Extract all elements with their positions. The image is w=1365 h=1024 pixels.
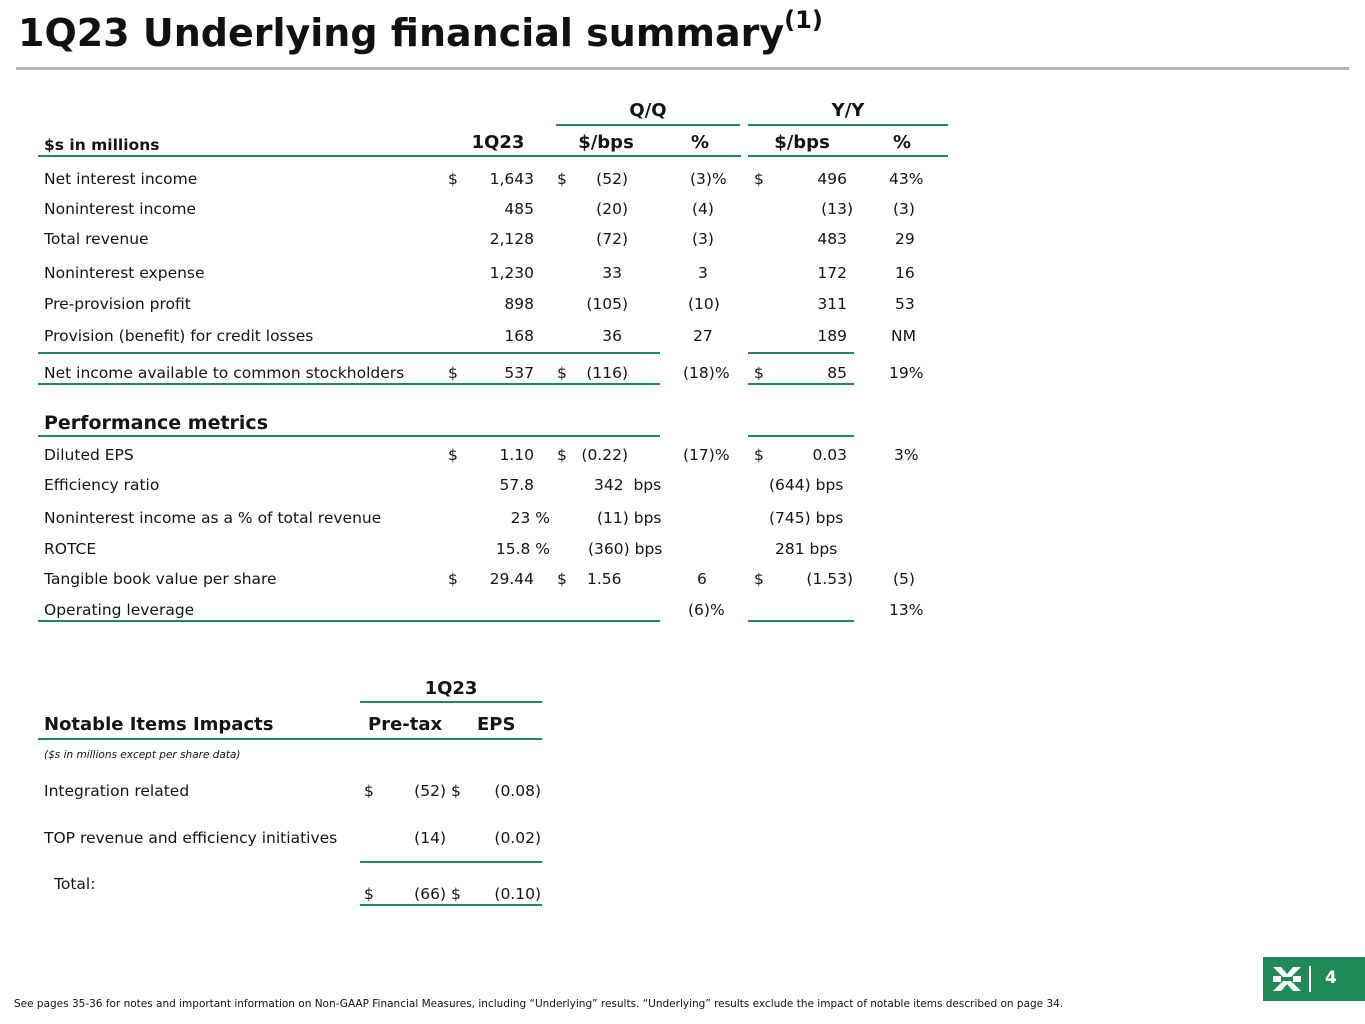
row-qq-pct: (3)% [690,170,727,188]
notable-col-pretax: Pre-tax [368,714,443,735]
row-label: Efficiency ratio [44,476,160,494]
metrics-rule-bottom-left [38,620,660,622]
row-label: Pre-provision profit [44,295,191,313]
header-rule-left [38,155,741,157]
row-label: Integration related [44,782,190,800]
row-q-value: 485 [504,200,534,218]
row-label: Noninterest income as a % of total revenue [44,509,382,527]
row-q-value: 23 % [510,509,550,527]
col-header-yy-dollar: $/bps [774,132,830,153]
row-yy-value: (13) [821,200,853,218]
row-qq-pct: 3 [698,264,708,282]
row-qq-value: 36 [602,327,622,345]
page-number: 4 [1325,968,1337,988]
row-yy-pct: (5) [893,570,915,588]
row-q-value: 15.8 % [495,540,550,558]
row-yy-currency: $ [754,170,764,188]
row-label: Total: [54,875,96,893]
row-qq-currency: $ [557,446,567,464]
row-qq-pct: (17)% [683,446,730,464]
row-qq-pct: 27 [693,327,713,345]
row-yy-pct: (3) [893,200,915,218]
notable-header-rule [38,738,542,740]
row-yy-value: 85 [827,364,847,382]
row-q-value: 537 [504,364,534,382]
row-yy-value: (1.53) [806,570,853,588]
notable-title: Notable Items Impacts [44,714,274,735]
row-qq-value: 33 [602,264,622,282]
row-qq-value: (105) [586,295,628,313]
row-q-currency: $ [448,570,458,588]
row-qq-pct: (6)% [688,601,725,619]
row-q-value: 57.8 [499,476,534,494]
row-qq-pct: (10) [688,295,720,313]
col-header-qq-dollar: $/bps [578,132,634,153]
row-yy-value: 172 [817,264,847,282]
row-label: Noninterest expense [44,264,205,282]
row-label: TOP revenue and efficiency initiatives [44,829,338,847]
row-yy-value: 311 [817,295,847,313]
title-footnote-ref: (1) [784,6,823,34]
row-qq-pct: 6 [697,570,707,588]
row-qq-value: 342 bps [594,476,662,494]
title-text: 1Q23 Underlying financial summary [18,11,785,55]
row-label: Operating leverage [44,601,195,619]
row-yy-value: (644) bps [769,476,844,494]
row-qq-pct: (3) [692,230,714,248]
row-yy-pct: 53 [895,295,915,313]
row-eps-currency: $ [451,782,461,800]
row-yy-currency: $ [754,364,764,382]
header-qq-rule [556,124,740,126]
row-yy-currency: $ [754,446,764,464]
row-yy-pct: 19% [889,364,924,382]
row-yy-value: 281 bps [775,540,838,558]
row-yy-currency: $ [754,570,764,588]
row-eps-currency: $ [451,885,461,903]
row-qq-value: (360) bps [588,540,663,558]
row-qq-value: (0.22) [581,446,628,464]
header-rule-right [748,155,948,157]
row-label: Tangible book value per share [44,570,277,588]
header-qq-group: Q/Q [629,100,667,121]
brand-badge [1263,957,1365,1001]
row-qq-currency: $ [557,364,567,382]
badge-divider [1309,966,1311,992]
row-label: Net interest income [44,170,198,188]
row-eps-value: (0.02) [494,829,541,847]
net-income-rule-bottom-left [38,383,660,385]
row-qq-value: (20) [596,200,628,218]
page-title [18,6,823,56]
row-yy-value: 189 [817,327,847,345]
row-yy-pct: 43% [889,170,924,188]
col-header-label: $s in millions [44,136,160,154]
row-pretax-currency: $ [364,782,374,800]
row-label: Total revenue [44,230,149,248]
notable-total-rule-bottom [360,904,542,906]
footer-note: See pages 35-36 for notes and important information on Non-GAAP Financial Measures, including “Underlying” results. “Underlying” results exclude the impact of notable items described on page 34. [14,998,1064,1010]
row-yy-value: 483 [817,230,847,248]
notable-units-note: ($s in millions except per share data) [44,749,241,761]
col-header-q: 1Q23 [471,132,525,153]
row-qq-pct: (4) [692,200,714,218]
row-q-value: 1,643 [489,170,534,188]
row-qq-pct: (18)% [683,364,730,382]
header-yy-rule [748,124,948,126]
row-pretax-value: (52) [414,782,446,800]
row-qq-value: 1.56 [587,570,622,588]
row-yy-value: 496 [817,170,847,188]
row-pretax-value: (14) [414,829,446,847]
citizens-logo-icon [1271,965,1303,993]
row-yy-value: 0.03 [812,446,847,464]
net-income-rule-top-right [748,352,854,354]
row-yy-pct: 13% [889,601,924,619]
row-label: ROTCE [44,540,97,558]
performance-metrics-heading: Performance metrics [44,412,269,434]
row-yy-pct: 16 [895,264,915,282]
row-qq-currency: $ [557,170,567,188]
col-header-qq-pct: % [690,132,710,153]
row-eps-value: (0.08) [494,782,541,800]
row-pretax-value: (66) [414,885,446,903]
metrics-rule-top-left [38,435,660,437]
row-label: Diluted EPS [44,446,134,464]
notable-group-header: 1Q23 [424,678,478,699]
metrics-rule-bottom-right [748,620,854,622]
row-qq-currency: $ [557,570,567,588]
row-q-currency: $ [448,170,458,188]
row-q-value: 898 [504,295,534,313]
net-income-rule-bottom-right [748,383,854,385]
header-yy-group: Y/Y [831,100,865,121]
notable-col-eps: EPS [477,714,516,735]
row-qq-value: (52) [596,170,628,188]
row-pretax-currency: $ [364,885,374,903]
row-q-value: 1.10 [499,446,534,464]
net-income-rule-top-left [38,352,660,354]
row-q-value: 2,128 [489,230,534,248]
row-label: Net income available to common stockholders [44,364,405,382]
notable-group-rule [360,701,542,703]
row-yy-pct: 3% [894,446,919,464]
row-qq-value: (116) [586,364,628,382]
notable-total-rule-top [360,861,542,863]
row-q-currency: $ [448,364,458,382]
metrics-rule-top-right [748,435,854,437]
row-qq-value: (11) bps [597,509,662,527]
col-header-yy-pct: % [892,132,912,153]
row-label: Noninterest income [44,200,197,218]
row-eps-value: (0.10) [494,885,541,903]
row-yy-value: (745) bps [769,509,844,527]
row-q-currency: $ [448,446,458,464]
row-label: Provision (benefit) for credit losses [44,327,314,345]
row-q-value: 29.44 [489,570,534,588]
row-yy-pct: NM [891,327,916,345]
row-yy-pct: 29 [895,230,915,248]
title-rule [16,67,1349,70]
row-q-value: 168 [504,327,534,345]
row-qq-value: (72) [596,230,628,248]
row-q-value: 1,230 [489,264,534,282]
